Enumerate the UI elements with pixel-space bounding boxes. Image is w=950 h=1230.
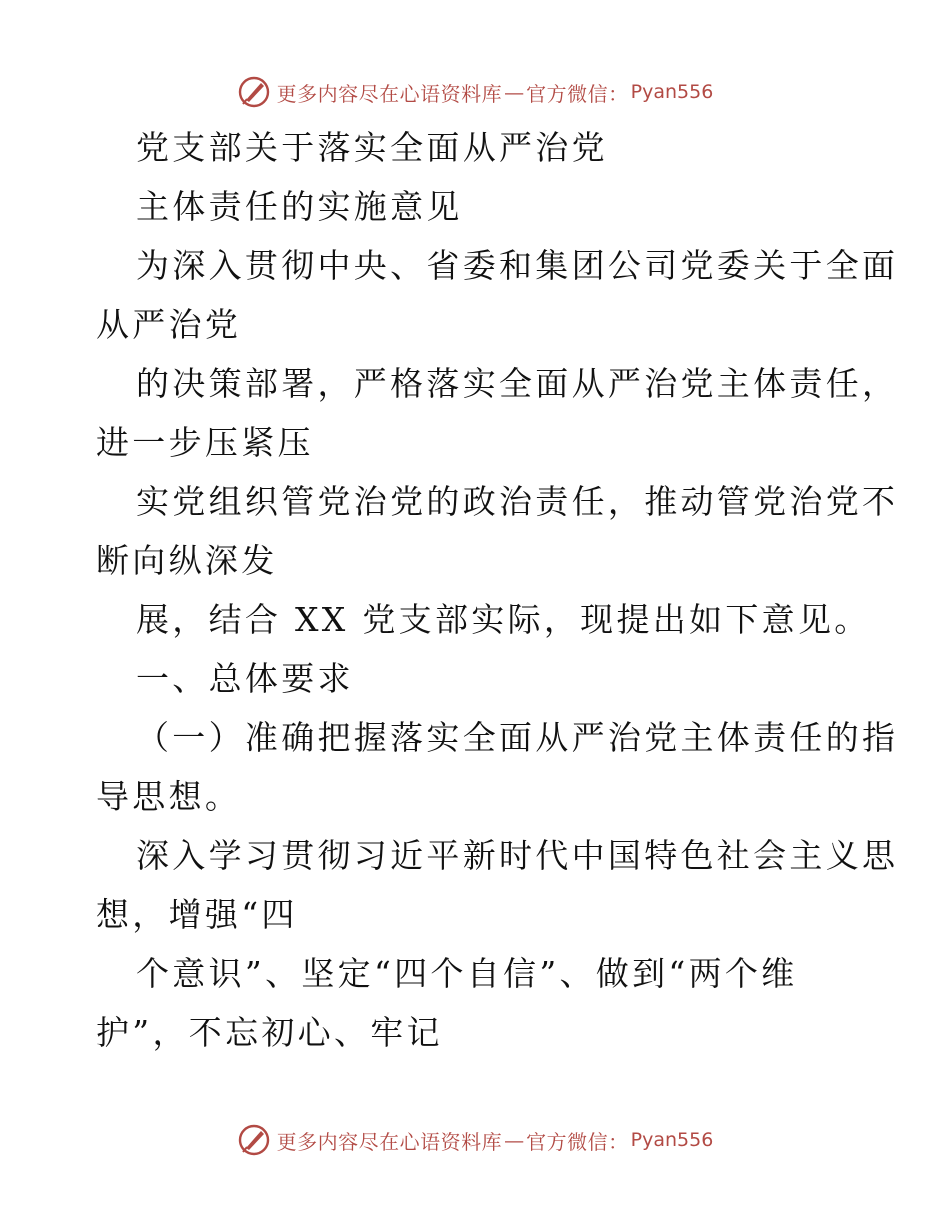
document-title-line-1: 党支部关于落实全面从严治党 [136, 128, 608, 167]
paragraph-line: 的决策部署，严格落实全面从严治党主体责任， [136, 364, 899, 403]
paragraph-line: 个意识”、坚定“四个自信”、做到“两个维 [136, 954, 798, 993]
watermark-wechat-label: 官方微信： [526, 1129, 629, 1154]
quill-circle-logo-icon [237, 75, 271, 109]
quill-circle-logo-icon [237, 1123, 271, 1157]
watermark-separator: — [504, 80, 525, 104]
paragraph-line: 护”，不忘初心、牢记 [96, 1013, 443, 1052]
paragraph-line: 深入学习贯彻习近平新时代中国特色社会主义思 [136, 836, 899, 875]
paragraph-line: 实党组织管党治党的政治责任，推动管党治党不 [136, 482, 899, 521]
document-title-line-2: 主体责任的实施意见 [136, 187, 463, 226]
watermark-wechat-id: Pyan556 [630, 1129, 714, 1151]
paragraph-line: 进一步压紧压 [96, 423, 314, 462]
watermark-site-text: 更多内容尽在心语资料库 [276, 81, 503, 106]
watermark-wechat-id: Pyan556 [630, 81, 714, 103]
watermark-site-text: 更多内容尽在心语资料库 [276, 1129, 503, 1154]
watermark-separator: — [504, 1128, 525, 1152]
subsection-heading: （一）准确把握落实全面从严治党主体责任的指 [136, 718, 899, 757]
paragraph-line: 从严治党 [96, 305, 242, 344]
watermark-wechat-label: 官方微信： [526, 81, 629, 106]
footer-watermark [0, 1120, 950, 1160]
paragraph-line: 为深入贯彻中央、省委和集团公司党委关于全面 [136, 246, 899, 285]
subsection-heading-continued: 导思想。 [96, 777, 242, 816]
document-body [96, 118, 899, 1062]
section-heading: 一、总体要求 [136, 659, 354, 698]
paragraph-line: 断向纵深发 [96, 541, 278, 580]
paragraph-line: 想，增强“四 [96, 895, 298, 934]
header-watermark [0, 72, 950, 112]
paragraph-line: 展，结合 XX 党支部实际，现提出如下意见。 [136, 600, 871, 639]
